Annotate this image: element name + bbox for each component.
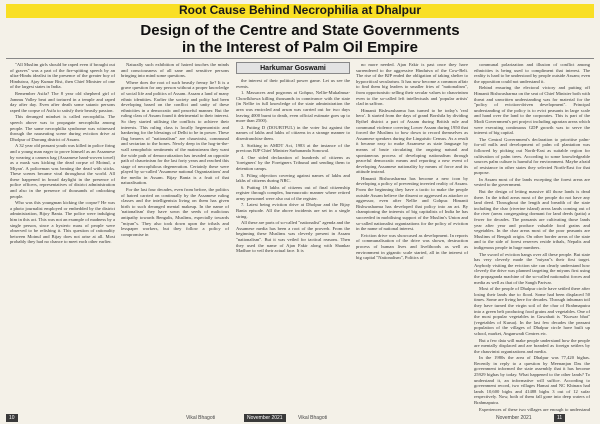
page-footer: [6, 414, 594, 422]
paragraph: "All Muslim girls should be raped even if brought out of graves" was a part of the fire-spitting speech by an ultra-Hindu idealist in the presence of the greater boy of Hindutwa, Ajay Kumar Bist, then Chief Minister of one of the largest states in India.: [10, 62, 115, 90]
paragraph: Where does the root of such beastly frenzy lie? It is a grave question for any person without a proper knowledge of social life and politics of Assam. Assam a land of many ethnic identities. Earlier the society and polity had been developing based on the conflict and unity of these ethnicities in a democratic and peaceful manner. But the ruling class of Assam found it detrimental to their interest. So they started utilising the conflicts to achieve their interests. This ruling class is locally hegemonistic and hankering for the blessings of Delhi to be in power. These flag bearers of "nationalism" are chauvinist, communal and sectarian to the bones. Newly deep in the hog-in-the-wall xenophobic sentiments of the mainstream they want the wide path of democratization has invaded an opposite path of chauvinism for the last forty years and reached this stage of necrophilous degeneration. Certainly these were played by so-called 'Assamese national Organizations' and the media in Assam. Bijay Bania is a fruit of that naturalisation.: [121, 79, 229, 186]
paragraph: This deranged mindset is called necrophilia. The speech above was to propagate necrophilia among people. The same necrophilia syndrome was witnessed through the nauseating scene during eviction drive at Dholpur of Darrang district of Assam.: [10, 114, 115, 142]
paragraph: 7. Latest being eviction drive at Dholpur and the Bijay Bania episode. All the above incidents are set in a single string.: [236, 202, 350, 219]
paragraph: Experiences of these two villages are enough to understand: [479, 406, 590, 412]
paragraph: communal polarization and illusion of conflict among ethnicities is being used to compliment that interest. The reality is hard to be understood by people outside Assam; even the opposition could not understand it.: [474, 62, 590, 84]
paragraph: Naturally such exhibition of hatred touches the minds and consciousness of all sane and sensitive persons bringing into mind some questions.: [121, 62, 229, 79]
article-column-5: [474, 62, 590, 412]
paragraph: no more needed. Ajan Fakir is past once they have surrendered to the aggressive Hindutva of the Cow-Belt. The rise of the BJP ended the obligation of taking shelter to hypocritical secularism. It has now become a common affair to find them big leaders to smaller fries of "nationalism", from opportunistic selling their secular values to chauvinism even to the so-called left intellectuals and 'popular artists' clad in saffron.: [356, 62, 468, 107]
author-byline: Harkumar Goswami: [236, 62, 350, 74]
paragraph: A 32 year old peasant youth was killed in police firing and a young man eager to prove himself as an Assamese by wearing a camera bag (Assamese hand-woven towel) as a mask was kicking the dead corpse of Moinul, a Miyan'. A policeman was beating the dead with sticks. These scenes became viral throughout the world. All these happened in broad daylight in the presence of police officers, representatives of district administration and also in the presence of thousands of onlooking people.: [10, 143, 115, 199]
divider: [6, 58, 594, 59]
headline: Root Cause Behind Necrophilia at Dhalpur: [178, 3, 422, 17]
paragraph: Who was this youngman kicking the corpse? He was a photo journalist employed or embedded by the district administration, Bijoy Bania. The police were indulging him in this act. This was not an example of madness by a single person, since a hysteric mass of people were observed to be relishing it. This question of rationality between Moinul and Bijay does not arise at all. Most probably they had no chance to meet each other earlier.: [10, 200, 115, 245]
article-column-3-body: [236, 78, 350, 255]
paragraph: Himanti Bishwasharma has become a new icon by developing a policy of preventing inverted reality of Assam. From the beginning they have a tactic to make the people outside Assam believe the dissent or aggressed as attacker or aggressor, even after Nellie and Gohpur. Himanti Bishwasharma has developed that policy into an art. By championing the interests of big capitalists of India he has succeeded in mobilising support of the Muslim's Union and so-called nationalist organizations for the policy of eviction in the name of national interest.: [356, 175, 468, 232]
paragraph: 4. One sided declaration of hundreds of citizens as 'foreigners' by the Foreigners Tribunal and sending them to detention camps.: [236, 154, 350, 171]
paragraph: Behind ensuring the electoral victory and putting off Himanti Bishwasharma on the seat of Chief Minister both with threat and unwritten understanding was for material for the "policy of eviction-driven development". Principal understanding of the policy is to evict peasants in large scale and hand over the land to the corporates. This is part of the Modi Government's pet project including agrarian areas which were executing continuous GDP growth was to serve the interest of big capital.: [474, 85, 590, 136]
paragraph: 5. Filing objection covering against names of lakhs and lakhs of citizens during NRC.: [236, 172, 350, 184]
footer-date-right: November 2021: [496, 415, 532, 421]
page-number-left: 10: [6, 414, 18, 422]
article-column-2: [121, 62, 229, 412]
paragraph: Eviction drive was showcased as development. In reports of communalisation of the drive was shown, destruction process of human lives and livelihoods as well as environment in gigantic scale started, all in the interest of big capital "Nationalism", Politics of: [356, 232, 468, 261]
paragraph: 6. Putting 19 lakhs of citizens out of final citizenship register through complex, bureaucratic manner where retired army personnel were also out of the register.: [236, 184, 350, 201]
paragraph: 2. Putting D (DOUBTFUL) in the voter list against the names of lakhs and lakhs of citizens in a strange manner to disenfranchise them.: [236, 124, 350, 141]
paragraph: the interest of their political power game. Let us see the events.: [236, 78, 350, 89]
paragraph: 1. Massacres and pogroms at Gohpur, Nellie-Mukalmua-Chowlkhowa killing thousands in connivance with the state (in Nellie in full knowledge of the state administration the area was encircled and arson was carried out for two days leaving 4000 burnt to death, even official estimate goes up to more than 2500).: [236, 90, 350, 124]
paragraph: In the 1980s the area of Dhalpur was 77,420 bighas. Recently in reply to a question by Meenanjan Das the government informed the state assembly that it has become 25929 bighas by today. What happened to the other lands? To understand it, an informative will suffice. According to government record, two villages Hamai and NC Khinara had lands 10,600 bighs and 41488 bighs 3 out of 12 sufar respectively. Now, both of them fall gone into deep waters of Brahmaputra.: [474, 355, 590, 406]
page-number-right: 11: [554, 414, 565, 422]
paragraph: But a few data will make people understand how the people are mentally displaced and are branded as foreign settlers by the chauvinist organizations and media.: [474, 337, 590, 354]
paragraph: Most of the people of Dhalpur circle have settled there after losing their lands due to flood. Some had been displaced 50 times. Some are living here for decades. Through inhuman toil they have turned the virgin soil of the char of Brahmaputra into a green belt producing food grains and vegetables. One of the most popular vegetables in Guwahati is "Kurwar bhat" (vegetables of Kurua). In the last few decades the peasant population of the villages of Dhalpur circle have built up school, market, Anganwadi Centres etc.: [474, 286, 590, 336]
article-column-4: [356, 62, 468, 412]
subheadline: Design of the Centre and State Governments in the Interest of Palm Oil Empire: [140, 22, 460, 56]
paragraph: 3. Striking in AMDT Act, 1983 at the instance of the previous BJP Chief Minister Sarbananda Sonowal.: [236, 142, 350, 154]
paragraph: But the design of letting massive till those lands is dead there. In the tribal areas most of the people do not have any land deed. Throughout the length and breadth of the state including the char (riverine island) areas lands coming out of the river (areas congregating dormant for land deeds (patta) a fewer for decades. The peasants are cultivating those lands year after year and produce valuable food grains and vegetables. In the char areas most of the poor peasants are Muslims of Bengali origin. On other border areas of the state and to the side of forest reserves reside tribals, Nepalis and indigenous people in huge numbers.: [474, 189, 590, 250]
article-column-3: [236, 62, 350, 412]
footer-date-left: November 2021: [244, 414, 286, 422]
paragraph: All these are parts of so-called "nationalist" agenda and the Assamese media has been a root of the proverb. From the beginning these Muslims was cleverly present in Assam "nationalism". But it was veiled for tactical reasons. Then they used the name of Ajan Fakir along with Shankar Madhav to veil their actual face. It is: [236, 220, 350, 254]
footer-publication-left: Vikal Bhagoti: [186, 415, 216, 421]
footer-publication-right: Vikal Bhagoti: [298, 415, 328, 421]
article-column-1: [10, 62, 115, 412]
paragraph: In Assam most of the lands excepting the forest areas are vested to the government.: [474, 176, 590, 188]
paragraph: Remember Asifa? The 8 year old shepherd girl of Jammu Valley beat and tortured in a temple and raped day after day. Even after death some satanic persons raped the corpse of Asifa to satisfy their beastly passion.: [10, 90, 115, 113]
paragraph: The Central Government's declaration to prioritise palm-for-oil mills and development of palm oil plantation was followed by picking out North-East as suitable region for cultivation of palm trees. According to some knowledgeable sources palm culture is harmful for environment. Maybe afraid of resistance in other states they selected North-East for that purpose.: [474, 136, 590, 176]
paragraph: Himanti Bishwasharma has turned to be today's 'real hero'. It started from the days of grand Borshila by dividing Rythel district a part of Assam during British rule and communal violence covering Lower Assam during 1950 that forced the Muslims to bow down to record themselves as Assamese speakers during the Linguistic Census. As a result it became easy to make Assamese as state language by means of brute circulating the ongoing natural and spontaneous process of developing nationalism through peaceful democratic means and reporting a new event of developing Assamese nationality by means of force and its attitude instead.: [356, 107, 468, 175]
paragraph: The sword of eviction hangs over all these people. But state has very cleverly made the "miyan"s their first target. Anybody visiting the eviction site can clearly understand how cleverly the drive was planned targeting the miyans first using the propaganda machine of the so-called nationalist forces and media as well as that of the Sangh Parivar.: [474, 251, 590, 285]
paragraph: For the last four decades, even from before, the politics of hatred carried on continually by the Assamese ruling classes and the intelligentsia living on them has given birth to such deranged mental makeup. In the name of 'nationalism' they have sown the seeds of malicious antipathy towards Bengalis, Muslims, especially towards "miyan"s. They also took down upon the tribals and lesspaper workers, but they follow a policy of compromise in: [121, 187, 229, 237]
